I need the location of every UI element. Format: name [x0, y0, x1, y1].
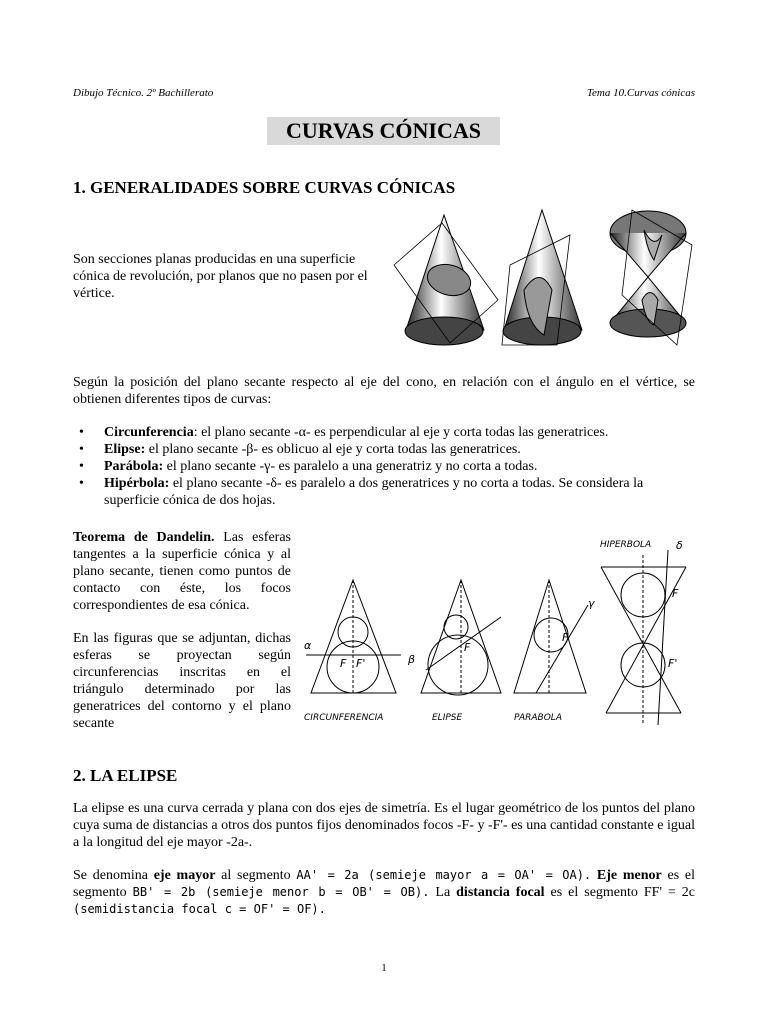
label-elipse: ELIPSE — [432, 713, 463, 723]
cone-circumference — [394, 215, 498, 345]
label-gamma: γ — [588, 597, 595, 610]
label-circunferencia: CIRCUNFERENCIA — [304, 713, 384, 723]
label-beta: β — [408, 653, 416, 666]
list-item: • Circunferencia: el plano secante -α- es perpendicular al eje y corta todas las generatrices. — [73, 424, 695, 441]
page-number: 1 — [381, 962, 387, 974]
label-delta: δ — [676, 539, 683, 552]
dandelin-figures — [296, 535, 698, 735]
dandelin-title: Teorema de Dandelin. — [73, 530, 215, 545]
label-parabola: PARABOLA — [514, 713, 562, 723]
figure-circumference — [306, 580, 401, 693]
list-item: • Elipse: el plano secante -β- es oblicuo al eje y corta todas las generatrices. — [73, 441, 695, 458]
header-right: Tema 10.Curvas cónicas — [586, 87, 695, 99]
figure-hyperbola — [601, 550, 686, 725]
figure-ellipse — [421, 580, 501, 695]
header-left: Dibujo Técnico. 2º Bachillerato — [73, 87, 214, 99]
cone-hyperbola — [610, 210, 692, 345]
intro-paragraph: Son secciones planas producidas en una superficie cónica de revolución, por planos que no pasen por el vértice. — [73, 252, 368, 301]
section-heading-2: 2. LA ELIPSE — [73, 766, 178, 785]
position-paragraph: Según la posición del plano secante respecto al eje del cono, en relación con el ángulo en el vértice, se obtienen diferentes tipos de curvas: — [73, 375, 695, 407]
label-hiperbola: HIPERBOLA — [600, 540, 652, 550]
curve-types-list — [73, 424, 695, 509]
page-title: CURVAS CÓNICAS — [267, 117, 500, 145]
ellipse-axes: Se denomina eje mayor al segmento AA' = 2a (semieje mayor a = OA' = OA). Eje menor es el segmento BB' = 2b (semieje menor b = OB' = OB). La distancia focal es el segmento FF' = 2c (semidistancia focal c = OF' = OF). — [73, 868, 696, 916]
ellipse-definition: La elipse es una curva cerrada y plana con dos ejes de simetría. Es el lugar geométrico de los puntos del plano cuya suma de distancias a otros dos puntos fijos denominados focos -F- y -F'- es una cantidad constante e igual a la longitud del eje mayor -2a-. — [73, 801, 695, 850]
figure-parabola — [514, 580, 588, 693]
label-f-prime: F' — [356, 657, 366, 670]
section-heading-1: 1. GENERALIDADES SOBRE CURVAS CÓNICAS — [73, 178, 456, 197]
cones-illustration — [392, 205, 694, 355]
label-f-ellipse: F — [464, 641, 471, 654]
label-alpha: α — [304, 639, 312, 652]
label-f-parabola: F — [562, 631, 569, 644]
dandelin-text: Teorema de Dandelin. Las esferas tangentes a la superficie cónica y al plano secante, tienen como puntos de contacto con éste, los focos correspondientes de esa cónica. En las figuras que se adjuntan, dichas esferas se proyectan según circunferencias inscritas en el triángulo determinado por las generatrices del contorno y el plano secante — [73, 530, 291, 731]
list-item: • Parábola: el plano secante -γ- es paralelo a una generatriz y no corta a todas. — [73, 458, 695, 475]
cone-parabola — [502, 210, 582, 345]
label-f-hyperbola: F — [672, 587, 679, 600]
list-item: • Hipérbola: el plano secante -δ- es paralelo a dos generatrices y no corta a todas. Se considera la superficie cónica de dos hojas. — [73, 475, 695, 509]
label-f-prime-hyperbola: F' — [668, 657, 678, 670]
label-f: F — [340, 657, 347, 670]
